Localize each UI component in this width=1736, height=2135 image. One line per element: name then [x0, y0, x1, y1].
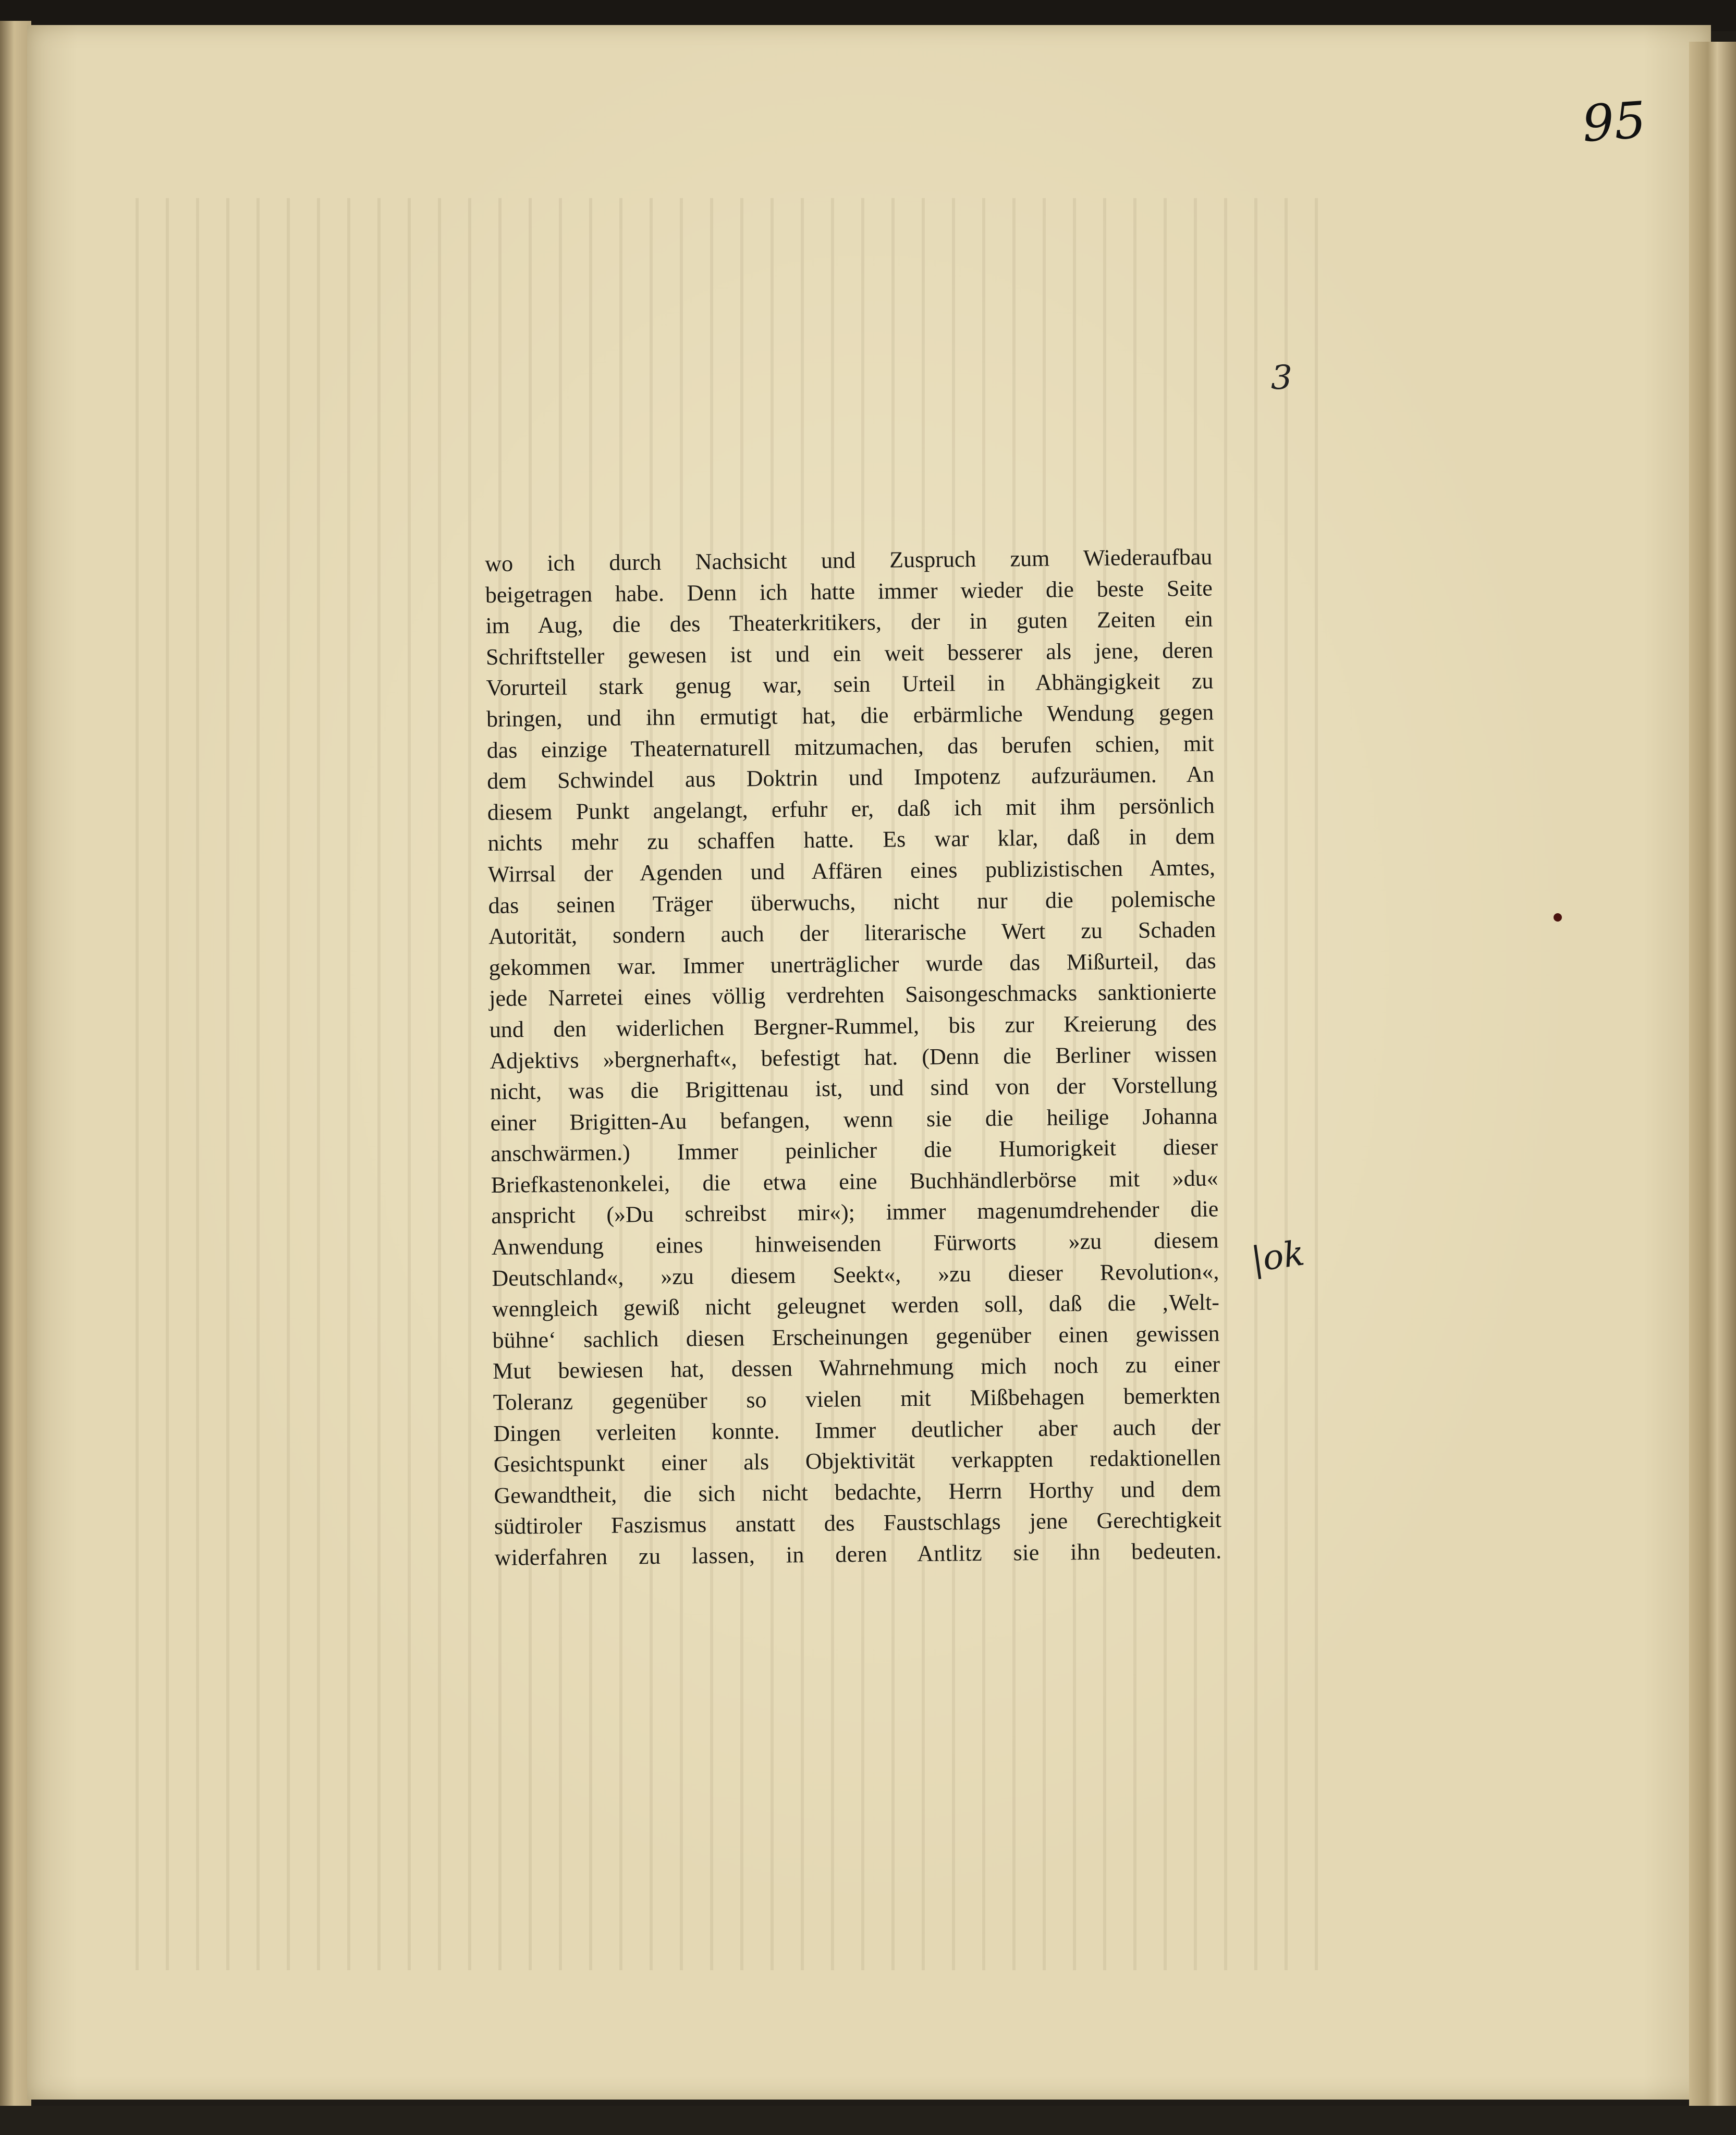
text-line: und den widerlichen Bergner-Rummel, bis zur Kreierung des: [489, 1010, 1217, 1042]
right-page-edges: [1689, 42, 1736, 2106]
scan-bottom-edge: [0, 2106, 1736, 2135]
text-line: jede Narretei eines völlig verdrehten Saisongeschmacks sanktionierte: [489, 978, 1217, 1012]
text-line: Mut bewiesen hat, dessen Wahrnehmung mich noch zu einer: [492, 1351, 1220, 1384]
text-line: gekommen war. Immer unerträglicher wurde das Mißurteil, das: [488, 948, 1216, 980]
left-page-edge: [0, 21, 31, 2111]
text-line: widerfahren zu lassen, in deren Antlitz sie ihn bedeuten.: [494, 1538, 1222, 1570]
text-line: das einzige Theaternaturell mitzumachen, das berufen schien, mit: [486, 730, 1214, 763]
text-line: nicht, was die Brigittenau ist, und sind von der Vorstellung: [490, 1072, 1218, 1105]
text-line: diesem Punkt angelangt, erfuhr er, daß ich mit ihm persönlich: [487, 792, 1215, 825]
body-text-block: [485, 542, 1222, 1574]
text-line: Toleranz gegenüber so vielen mit Mißbehagen bemerkten: [493, 1382, 1220, 1415]
text-line: bühne‘ sachlich diesen Erscheinungen gegenüber einen gewissen: [492, 1320, 1220, 1353]
ink-spot: [1554, 913, 1562, 922]
text-line: anspricht (»Du schreibst mir«); immer magenumdrehender die: [491, 1196, 1219, 1229]
text-line: das seinen Träger überwuchs, nicht nur die polemische: [488, 886, 1216, 918]
handwritten-sheet-mark: 3: [1271, 359, 1292, 397]
text-line: wenngleich gewiß nicht geleugnet werden soll, daß die ‚Welt-: [492, 1289, 1220, 1322]
text-line: Gesichtspunkt einer als Objektivität verkappten redaktionellen: [493, 1444, 1221, 1478]
text-line: Autorität, sondern auch der literarische Wert zu Schaden: [488, 916, 1216, 950]
text-line: Adjektivs »bergnerhaft«, befestigt hat. (Denn die Berliner wissen: [490, 1041, 1217, 1074]
text-line: beigetragen habe. Denn ich hatte immer wieder die beste Seite: [485, 575, 1213, 608]
text-line: Gewandtheit, die sich nicht bedachte, Herrn Horthy und dem: [494, 1476, 1221, 1508]
text-line: südtiroler Faszismus anstatt des Faustschlags jene Gerechtigkeit: [494, 1506, 1222, 1540]
text-line: Briefkastenonkelei, die etwa eine Buchhändlerbörse mit »du«: [491, 1165, 1218, 1198]
text-line: nichts mehr zu schaffen hatte. Es war klar, daß in dem: [487, 823, 1215, 856]
text-line: bringen, und ihn ermutigt hat, die erbärmliche Wendung gegen: [486, 699, 1214, 732]
handwritten-margin-correction: |ok: [1249, 1233, 1307, 1280]
text-line: Dingen verleiten konnte. Immer deutlicher aber auch der: [493, 1414, 1221, 1446]
text-line: Wirrsal der Agenden und Affären eines publizistischen Amtes,: [487, 854, 1216, 887]
text-line: Anwendung eines hinweisenden Fürworts »zu diesem: [491, 1227, 1219, 1260]
handwritten-folio-number: 95: [1580, 90, 1648, 154]
text-line: wo ich durch Nachsicht und Zuspruch zum Wiederaufbau: [485, 544, 1213, 576]
text-line: Schriftsteller gewesen ist und ein weit besserer als jene, deren: [485, 637, 1214, 670]
text-line: Vorurteil stark genug war, sein Urteil in Abhängigkeit zu: [486, 668, 1214, 701]
text-line: im Aug, die des Theaterkritikers, der in guten Zeiten ein: [485, 606, 1213, 639]
text-line: Deutschland«, »zu diesem Seekt«, »zu dieser Revolution«,: [492, 1258, 1219, 1291]
text-line: einer Brigitten-Au befangen, wenn sie die heilige Johanna: [490, 1103, 1218, 1136]
text-line: dem Schwindel aus Doktrin und Impotenz aufzuräumen. An: [487, 761, 1215, 794]
text-line: anschwärmen.) Immer peinlicher die Humorigkeit dieser: [490, 1134, 1218, 1167]
